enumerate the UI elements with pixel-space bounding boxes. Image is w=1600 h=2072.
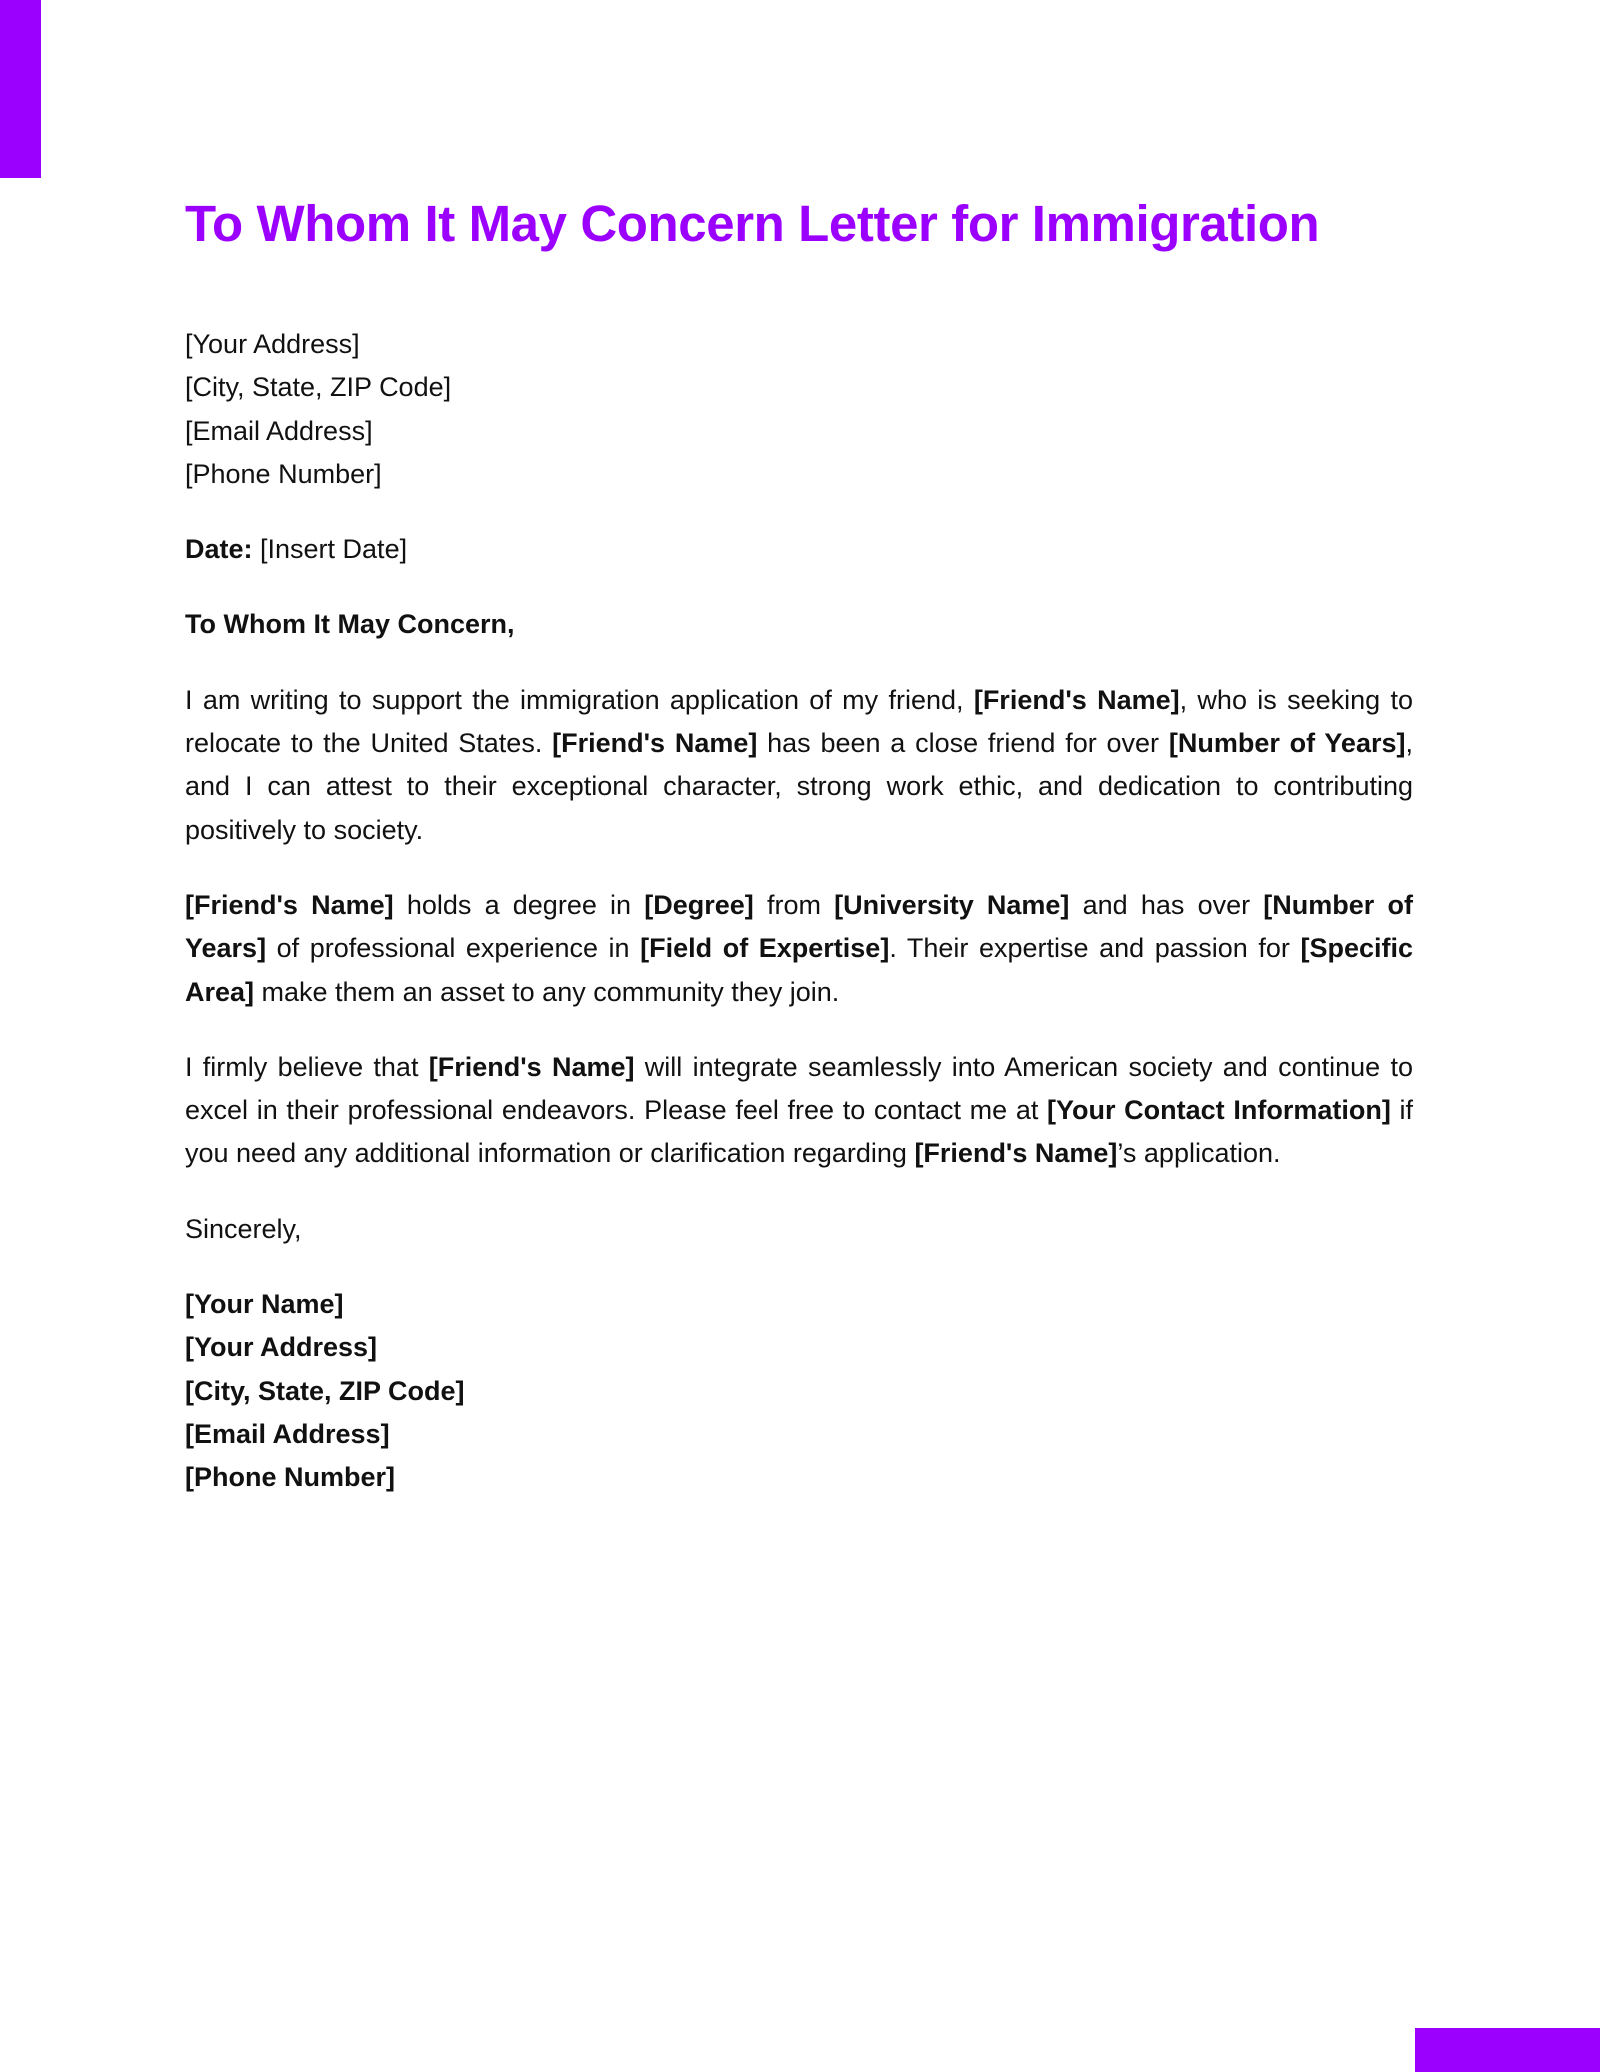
signature-phone: [Phone Number] xyxy=(185,1462,396,1493)
para2-number-of-years: [Number of Years] xyxy=(185,889,1413,964)
para1-text-2: , who is seeking to relocate to the United States. xyxy=(185,684,1413,759)
para2-field-of-expertise: [Field of Expertise] xyxy=(640,933,890,964)
signature-city-state-zip: [City, State, ZIP Code] xyxy=(185,1375,465,1406)
para1-text-4: , and I can attest to their exceptional character, strong work ethic, and dedication to contributing positively to society. xyxy=(185,728,1413,845)
para2-text-5: . Their expertise and passion for xyxy=(889,933,1301,964)
para2-specific-area: [Specific Area] xyxy=(185,933,1413,1007)
para2-text-1: holds a degree in xyxy=(393,889,645,920)
para3-text-4: ’s application. xyxy=(1117,1138,1281,1169)
para3-friend-name-2: [Friend's Name] xyxy=(914,1138,1118,1169)
accent-bar-top xyxy=(0,0,41,178)
para1-friend-name-2: [Friend's Name] xyxy=(552,728,758,759)
signature-block xyxy=(185,1283,1413,1499)
para3-contact-information: [Your Contact Information] xyxy=(1047,1095,1391,1126)
date-line xyxy=(185,528,1413,571)
sender-email: [Email Address] xyxy=(185,415,373,446)
closing: Sincerely, xyxy=(185,1213,302,1244)
para2-text-2: from xyxy=(753,889,835,920)
date-label: Date: xyxy=(185,534,253,565)
para2-text-4: of professional experience in xyxy=(266,933,641,964)
date-value: [Insert Date] xyxy=(252,534,408,565)
para3-friend-name: [Friend's Name] xyxy=(428,1051,635,1082)
signature-name: [Your Name] xyxy=(185,1289,344,1320)
paragraph-endorsement xyxy=(185,1046,1413,1176)
para3-text-3: if you need any additional information or clarification regarding xyxy=(185,1095,1413,1169)
para2-text-6: make them an asset to any community they join. xyxy=(254,976,840,1007)
para1-friend-name: [Friend's Name] xyxy=(973,684,1180,715)
sender-city-state-zip: [City, State, ZIP Code] xyxy=(185,372,452,403)
signature-email: [Email Address] xyxy=(185,1418,390,1449)
signature-address: [Your Address] xyxy=(185,1332,378,1363)
para1-text-3: has been a close friend for over xyxy=(757,728,1169,759)
para3-text-2: will integrate seamlessly into American society and continue to excel in their professional endeavors. Please feel free to contact me at xyxy=(185,1051,1413,1126)
sender-address-block xyxy=(185,323,1413,496)
para2-text-3: and has over xyxy=(1069,889,1264,920)
para2-friend-name: [Friend's Name] xyxy=(185,889,394,920)
sender-address: [Your Address] xyxy=(185,329,360,359)
para1-number-of-years: [Number of Years] xyxy=(1168,728,1406,759)
letter-title: To Whom It May Concern Letter for Immigration xyxy=(185,195,1320,252)
paragraph-qualifications xyxy=(185,884,1413,1014)
accent-bar-bottom xyxy=(1415,2028,1600,2072)
para3-text-1: I firmly believe that xyxy=(185,1051,429,1082)
para1-text-1: I am writing to support the immigration application of my friend, xyxy=(185,684,974,715)
greeting: To Whom It May Concern, xyxy=(185,609,515,640)
sender-phone: [Phone Number] xyxy=(185,458,382,489)
paragraph-introduction xyxy=(185,679,1413,852)
para2-university-name: [University Name] xyxy=(834,889,1070,920)
letter-page xyxy=(185,190,1413,1500)
para2-degree: [Degree] xyxy=(644,889,754,920)
